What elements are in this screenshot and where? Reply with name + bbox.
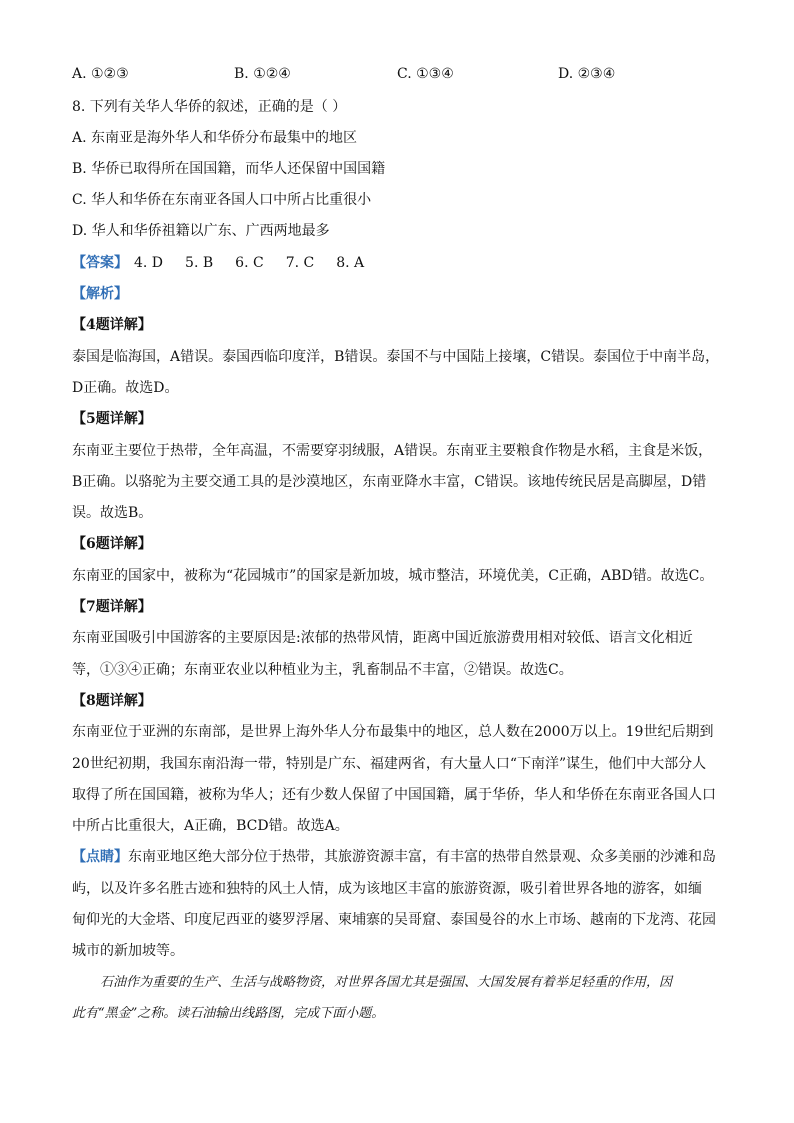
answer-item: 5. B — [185, 255, 214, 271]
option-b: B. ①②④ — [234, 66, 291, 82]
q5-line: 误。故选B。 — [72, 505, 153, 521]
dianjing-line: 甸仰光的大金塔、印度尼西亚的婆罗浮屠、柬埔寨的吴哥窟、泰国曼谷的水上市场、越南的下龙湾、花园 — [72, 912, 716, 928]
q8-line: 东南亚位于亚洲的东南部，是世界上海外华人分布最集中的地区，总人数在2000万以上。19世纪后期到 — [72, 724, 714, 740]
q6-line: 东南亚的国家中，被称为“花园城市”的国家是新加坡，城市整洁，环境优美，C正确，ABD错。故选C。 — [72, 568, 714, 584]
q5-line: 东南亚主要位于热带，全年高温，不需要穿羽绒服，A错误。东南亚主要粮食作物是水稻，主食是米饭， — [72, 443, 713, 459]
intro-line: 此有“黑金”之称。读石油输出线路图，完成下面小题。 — [72, 1006, 385, 1021]
answer-item: 4. D — [134, 255, 164, 271]
q8-choice-b: B. 华侨已取得所在国国籍，而华人还保留中国国籍 — [72, 161, 386, 177]
q5-label: 【5题详解】 — [72, 411, 152, 427]
option-d: D. ②③④ — [558, 66, 616, 82]
answer-row — [72, 253, 722, 273]
q8-choice-d: D. 华人和华侨祖籍以广东、广西两地最多 — [72, 223, 330, 239]
q7-line: 东南亚国吸引中国游客的主要原因是:浓郁的热带风情，距离中国近旅游费用相对较低、语言文化相近 — [72, 630, 693, 646]
analysis-label: 【解析】 — [72, 286, 128, 302]
question-8-stem: 8. 下列有关华人华侨的叙述，正确的是（ ） — [72, 99, 347, 115]
answer-item: 7. C — [285, 255, 315, 271]
option-a: A. ①②③ — [72, 66, 129, 82]
dianjing-line — [72, 847, 722, 867]
q7-label: 【7题详解】 — [72, 599, 152, 615]
answer-item: 6. C — [235, 255, 264, 271]
q8-line: 中所占比重很大，A正确，BCD错。故选A。 — [72, 818, 349, 834]
q8-choice-c: C. 华人和华侨在东南亚各国人口中所占比重很小 — [72, 192, 372, 208]
answer-item: 8. A — [336, 255, 365, 271]
q8-choice-a: A. 东南亚是海外华人和华侨分布最集中的地区 — [72, 130, 358, 146]
q8-line: 取得了所在国国籍，被称为华人；还有少数人保留了中国国籍，属于华侨，华人和华侨在东南亚各国人口 — [72, 787, 716, 803]
dianjing-text: 东南亚地区绝大部分位于热带，其旅游资源丰富，有丰富的热带自然景观、众多美丽的沙滩和岛 — [128, 849, 716, 865]
option-c: C. ①③④ — [397, 66, 454, 82]
q5-line: B正确。以骆驼为主要交通工具的是沙漠地区，东南亚降水丰富，C错误。该地传统民居是高脚屋，D错 — [72, 474, 707, 490]
dianjing-label: 【点睛】 — [72, 849, 128, 865]
intro-line: 石油作为重要的生产、生活与战略物资，对世界各国尤其是强国、大国发展有着举足轻重的作用，因 — [100, 975, 673, 990]
q4-line: D正确。故选D。 — [72, 380, 179, 396]
dianjing-line: 屿，以及许多名胜古迹和独特的风土人情，成为该地区丰富的旅游资源，吸引着世界各地的游客，如缅 — [72, 881, 702, 897]
answer-label: 【答案】 — [72, 255, 128, 271]
q4-label: 【4题详解】 — [72, 317, 152, 333]
q7-options-row — [72, 66, 722, 86]
q6-label: 【6题详解】 — [72, 536, 152, 552]
q8-label: 【8题详解】 — [72, 693, 152, 709]
q4-line: 泰国是临海国，A错误。泰国西临印度洋，B错误。泰国不与中国陆上接壤，C错误。泰国位于中南半岛， — [72, 349, 720, 365]
q8-line: 20世纪初期，我国东南沿海一带，特别是广东、福建两省，有大量人口“下南洋”谋生，他们中大部分人 — [72, 756, 707, 772]
q7-line: 等，①③④正确；东南亚农业以种植业为主，乳畜制品不丰富，②错误。故选C。 — [72, 662, 573, 678]
dianjing-line: 城市的新加坡等。 — [72, 943, 184, 959]
